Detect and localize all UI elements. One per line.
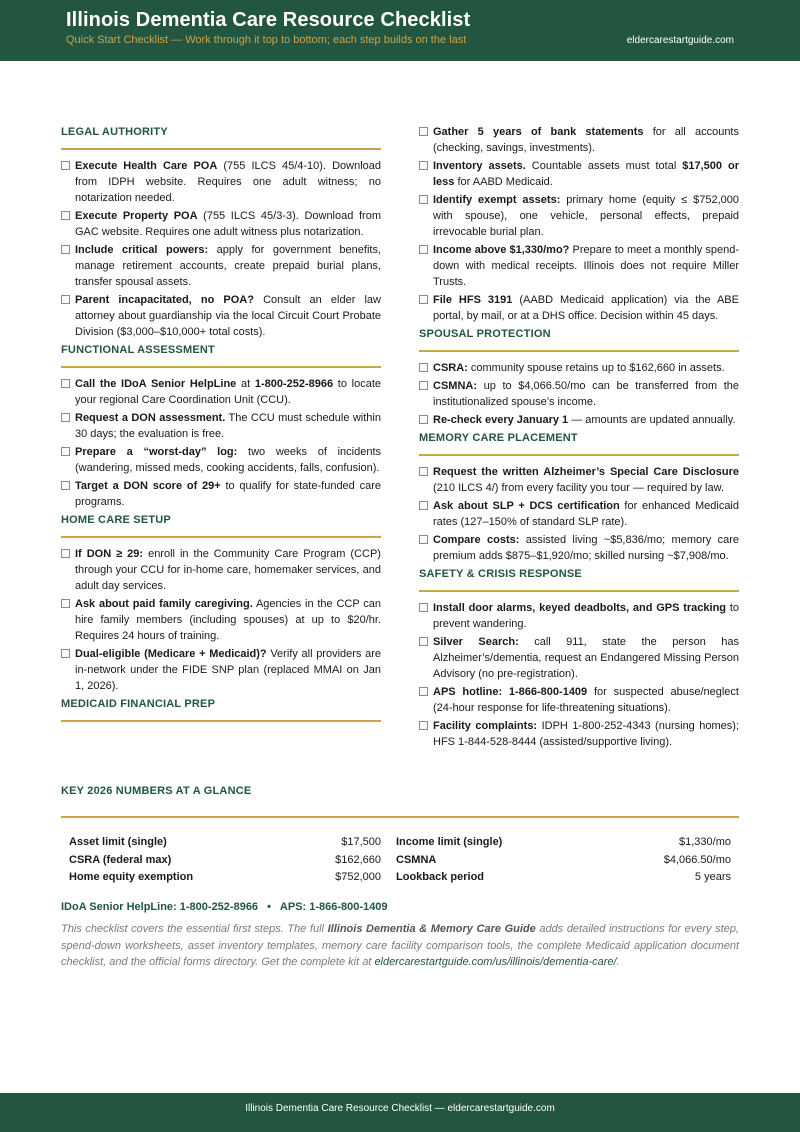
page-footer — [0, 1093, 800, 1132]
checklist-item — [61, 410, 381, 442]
checkbox[interactable] — [419, 295, 428, 304]
page-header — [0, 0, 800, 61]
key-number-label: Income limit (single) — [396, 836, 503, 848]
checklist-section — [61, 124, 381, 340]
checkbox[interactable] — [61, 481, 70, 490]
checklist-item — [419, 718, 739, 750]
checklist-items — [419, 464, 739, 564]
item-text: (755 ILCS 45/3-3). Download from GAC website. Requires one adult witness plus notarization. — [75, 210, 381, 238]
helpline-bar — [61, 901, 388, 913]
checklist-item — [419, 600, 739, 632]
checklist-section — [61, 512, 381, 694]
checklist-item — [419, 464, 739, 496]
key-numbers-right — [396, 836, 731, 889]
checkbox[interactable] — [61, 379, 70, 388]
item-text: for AABD Medicaid. — [454, 176, 553, 188]
key-number-value: 5 years — [694, 871, 731, 883]
checklist-item — [61, 596, 381, 644]
item-bold-text: Parent incapacitated, no POA? — [75, 294, 254, 306]
item-bold-text: Income above $1,330/mo? — [433, 244, 570, 256]
key-number-label: Lookback period — [396, 871, 485, 883]
checklist-item — [419, 158, 739, 190]
right-column — [419, 124, 739, 752]
checklist-section — [419, 430, 739, 564]
item-text: Agencies in the CCP can hire family members (including spouses) at up to $20/hr. Requires 24 hours of training. — [75, 598, 382, 642]
footer-text: Illinois Dementia Care Resource Checklist — eldercarestartguide.com — [245, 1103, 555, 1114]
checkbox[interactable] — [419, 381, 428, 390]
checklist-section — [419, 566, 739, 750]
checkbox[interactable] — [419, 127, 428, 136]
item-text: primary home (equity ≤ $752,000 with spouse), one vehicle, personal effects, prepaid irrevocable burial plan. — [433, 194, 739, 238]
checkbox[interactable] — [61, 649, 70, 658]
checklist-item — [61, 208, 381, 240]
checklist-item — [419, 124, 739, 156]
key-number-row — [69, 871, 381, 889]
checklist-section — [419, 326, 739, 428]
key-number-row — [69, 836, 381, 854]
checkbox[interactable] — [419, 501, 428, 510]
item-text: Consult an elder law attorney about guardianship via the local Circuit Court Probate Division ($3,000–$10,000+ total costs). — [75, 294, 381, 338]
checklist-item — [61, 242, 381, 290]
item-bold-text: Re-check every January 1 — [433, 414, 569, 426]
note-part3: . — [616, 956, 620, 968]
item-bold-text: Facility complaints: — [433, 720, 538, 732]
item-bold-text: Execute Health Care POA — [75, 160, 218, 172]
checklist-items — [419, 360, 739, 428]
item-bold-text: Identify exempt assets: — [433, 194, 561, 206]
key-number-label: CSMNA — [396, 853, 437, 866]
checklist-item — [61, 478, 381, 510]
item-text: Countable assets must total — [525, 160, 683, 172]
checkbox[interactable] — [419, 195, 428, 204]
item-bold-text: If DON ≥ 29: — [75, 548, 144, 560]
checkbox[interactable] — [419, 467, 428, 476]
checklist-item — [419, 532, 739, 564]
checkbox[interactable] — [61, 211, 70, 220]
section-heading: LEGAL AUTHORITY — [61, 124, 381, 150]
item-bold-text: Call the IDoA Senior HelpLine — [75, 378, 237, 390]
key-number-value: $17,500 — [341, 836, 381, 848]
item-text: enroll in the Community Care Program (CCP) through your CCU for in-home care, homemaker services, and adult day services. — [75, 548, 381, 592]
checkbox[interactable] — [419, 687, 428, 696]
item-text: apply for government benefits, manage retirement accounts, create prepaid burial plans, transfer spousal assets. — [75, 244, 382, 288]
checklist-item — [61, 292, 381, 340]
item-text: to prevent wandering. — [433, 602, 739, 630]
checkbox[interactable] — [419, 637, 428, 646]
checklist-item — [419, 378, 739, 410]
checkbox[interactable] — [61, 447, 70, 456]
checklist-item — [419, 634, 739, 682]
checklist-item — [419, 412, 739, 428]
section-heading: MEDICAID FINANCIAL PREP — [61, 696, 381, 722]
checklist-item — [61, 376, 381, 408]
header-site-link[interactable]: eldercarestartguide.com — [626, 35, 734, 46]
item-text: The CCU must schedule within 30 days; the evaluation is free. — [75, 412, 381, 440]
key-numbers-section — [61, 785, 739, 883]
item-bold-text: CSMNA: — [433, 380, 477, 392]
note-part2: adds detailed instructions for every step, spend-down worksheets, asset inventory templates, memory care facility comparison tools, the complete Medicaid application document checklist, and the official forms directory. Get the complete kit at — [61, 923, 739, 968]
checklist-item — [61, 444, 381, 476]
checkbox[interactable] — [61, 413, 70, 422]
item-text: to qualify for state-funded care programs. — [75, 480, 381, 508]
item-text: for enhanced Medicaid rates (127–150% of standard SLP rate). — [433, 500, 739, 528]
checklist-section — [61, 696, 381, 722]
item-text: assisted living ~$5,836/mo; memory care premium adds $875–$1,920/mo; skilled nursing ~$7,908/mo. — [433, 534, 739, 562]
item-bold-text: APS hotline: 1-866-800-1409 — [433, 686, 588, 698]
item-bold-text: Compare costs: — [433, 534, 520, 546]
checklist-items — [419, 124, 739, 324]
item-bold-text: Install door alarms, keyed deadbolts, and GPS tracking — [433, 602, 727, 614]
page-subtitle: Quick Start Checklist — Work through it top to bottom; each step builds on the last — [66, 34, 467, 46]
item-text: IDPH 1-800-252-4343 (nursing homes); HFS 1-844-528-8444 (assisted/supportive living). — [433, 720, 739, 748]
checkbox[interactable] — [419, 721, 428, 730]
checklist-item — [419, 242, 739, 290]
left-column — [61, 124, 381, 730]
item-text: community spouse retains up to $162,660 in assets. — [467, 362, 725, 374]
key-number-row — [396, 871, 731, 889]
item-text: up to $4,066.50/mo can be transferred from the institutionalized spouse’s income. — [433, 380, 739, 408]
checklist-items — [419, 600, 739, 750]
item-text: — amounts are updated annually. — [568, 414, 736, 426]
note-link[interactable]: eldercarestartguide.com/us/illinois/dementia-care/ — [374, 956, 617, 968]
item-text: (AABD Medicaid application) via the ABE portal, by mail, or at a DHS office. Decision within 45 days. — [433, 294, 739, 322]
key-number-label: Asset limit (single) — [69, 836, 167, 848]
key-number-label: Home equity exemption — [69, 871, 194, 883]
checkbox[interactable] — [61, 549, 70, 558]
key-numbers-heading: KEY 2026 NUMBERS AT A GLANCE — [61, 785, 739, 818]
item-text: Prepare to meet a monthly spend-down with medical receipts. Illinois does not require Miller Trusts. — [433, 244, 739, 288]
key-number-value: $4,066.50/mo — [663, 853, 731, 866]
checklist-items — [61, 158, 381, 340]
checklist-item — [61, 646, 381, 694]
section-heading: FUNCTIONAL ASSESSMENT — [61, 342, 381, 368]
item-bold-text: Include critical powers: — [75, 244, 209, 256]
key-numbers-left — [69, 836, 381, 889]
checkbox[interactable] — [419, 161, 428, 170]
guide-note — [61, 921, 739, 971]
item-bold-text: Inventory assets. — [433, 160, 526, 172]
item-text: two weeks of incidents (wandering, missed meds, cooking accidents, falls, confusion). — [75, 446, 381, 474]
key-number-row — [396, 836, 731, 854]
key-number-row — [396, 854, 731, 872]
item-text: for suspected abuse/neglect (24-hour response for life-threatening situations). — [433, 686, 739, 714]
checklist-item — [61, 546, 381, 594]
checklist-section — [61, 342, 381, 510]
item-bold-text: 1-800-252-8966 — [254, 378, 334, 390]
helpline-separator: • — [267, 901, 271, 913]
checklist-item — [419, 292, 739, 324]
checkbox[interactable] — [61, 161, 70, 170]
helpline-idoa: IDoA Senior HelpLine: 1-800-252-8966 — [61, 901, 259, 913]
item-text: for all accounts (checking, savings, investments). — [433, 126, 739, 154]
key-number-value: $752,000 — [335, 871, 381, 883]
item-bold-text: Silver Search: — [433, 636, 519, 648]
item-bold-text: Prepare a “worst-day” log: — [75, 446, 238, 458]
key-number-row — [69, 854, 381, 872]
checklist-items — [61, 376, 381, 510]
item-bold-text: CSRA: — [433, 362, 468, 374]
checklist-section — [419, 124, 739, 324]
note-guide-name: Illinois Dementia & Memory Care Guide — [327, 923, 536, 935]
section-heading: HOME CARE SETUP — [61, 512, 381, 538]
item-bold-text: Dual-eligible (Medicare + Medicaid)? — [75, 648, 267, 660]
page-title: Illinois Dementia Care Resource Checklist — [66, 9, 471, 31]
checkbox[interactable] — [61, 295, 70, 304]
item-bold-text: $17,500 or less — [433, 160, 739, 188]
item-text: to locate your regional Care Coordination Unit (CCU). — [75, 378, 381, 406]
checklist-items — [61, 546, 381, 694]
checklist-item — [419, 498, 739, 530]
item-text: (755 ILCS 45/4-10). Download from IDPH website. Requires one adult witness; no notarization needed. — [75, 160, 381, 204]
checkbox[interactable] — [61, 245, 70, 254]
item-bold-text: Ask about paid family caregiving. — [75, 598, 253, 610]
item-bold-text: Request a DON assessment. — [75, 412, 226, 424]
item-bold-text: File HFS 3191 — [433, 294, 513, 306]
checkbox[interactable] — [419, 415, 428, 424]
checkbox[interactable] — [419, 363, 428, 372]
item-bold-text: Gather 5 years of bank statements — [433, 126, 644, 138]
section-heading: SAFETY & CRISIS RESPONSE — [419, 566, 739, 592]
note-part1: This checklist covers the essential first steps. The full — [61, 923, 328, 935]
checkbox[interactable] — [419, 603, 428, 612]
item-bold-text: Execute Property POA — [75, 210, 198, 222]
checkbox[interactable] — [419, 535, 428, 544]
item-bold-text: Ask about SLP + DCS certification — [433, 500, 620, 512]
checklist-item — [419, 360, 739, 376]
section-heading: MEMORY CARE PLACEMENT — [419, 430, 739, 456]
item-text: Verify all providers are in-network under the FIDE SNP plan (replaced MMAI on Jan 1, 2026). — [75, 648, 382, 692]
checkbox[interactable] — [419, 245, 428, 254]
checklist-item — [419, 684, 739, 716]
item-bold-text: Request the written Alzheimer’s Special Care Disclosure — [433, 466, 739, 478]
item-text: at — [236, 378, 255, 390]
item-text: call 911, state the person has Alzheimer’s/dementia, request an Endangered Missing Person Advisory (no pre-registration). — [433, 636, 739, 680]
key-number-value: $162,660 — [335, 853, 381, 866]
key-number-value: $1,330/mo — [679, 836, 731, 848]
helpline-aps: APS: 1-866-800-1409 — [279, 901, 388, 913]
section-heading: SPOUSAL PROTECTION — [419, 326, 739, 352]
item-bold-text: Target a DON score of 29+ — [75, 480, 221, 492]
checklist-item — [61, 158, 381, 206]
checklist-item — [419, 192, 739, 240]
item-text: (210 ILCS 4/) from every facility you tour — required by law. — [433, 482, 725, 494]
checkbox[interactable] — [61, 599, 70, 608]
key-number-label: CSRA (federal max) — [69, 853, 172, 866]
